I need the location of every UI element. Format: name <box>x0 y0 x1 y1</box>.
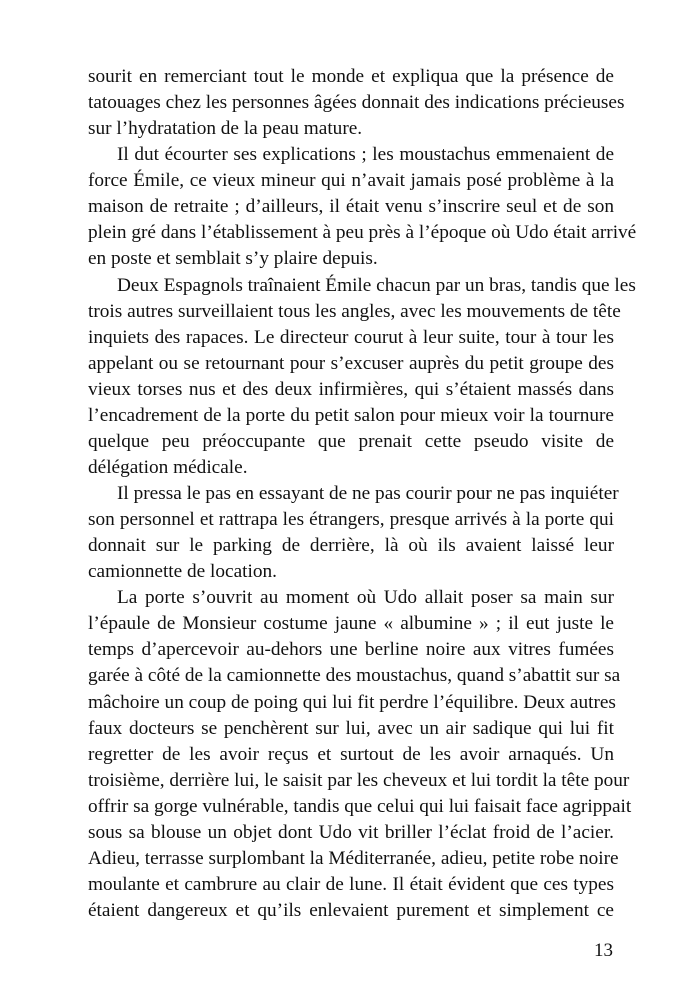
text-line: Deux Espagnols traînaient Émile chacun par un bras, tandis que les <box>117 274 636 296</box>
text-line: en poste et semblait s’y plaire depuis. <box>88 248 378 270</box>
text-line: l’encadrement de la porte du petit salon pour mieux voir la tournure <box>88 404 614 426</box>
paragraph <box>88 273 636 482</box>
text-line: plein gré dans l’établissement à peu près à l’époque où Udo était arrivé <box>88 222 637 244</box>
text-line: Il pressa le pas en essayant de ne pas courir pour ne pas inquiéter <box>117 483 619 504</box>
text-line: moulante et cambrure au clair de lune. Il était évident que ces types <box>88 873 614 895</box>
paragraph <box>88 64 625 142</box>
text-line: Il dut écourter ses explications ; les moustachus emmenaient de <box>117 144 614 166</box>
text-line: garée à côté de la camionnette des moustachus, quand s’abattit sur sa <box>88 665 621 687</box>
text-line: sourit en remerciant tout le monde et expliqua que la présence de <box>88 66 614 87</box>
text-line: donnait sur le parking de derrière, là où ils avaient laissé leur <box>88 535 614 557</box>
text-line: trois autres surveillaient tous les angles, avec les mouvements de tête <box>88 300 621 322</box>
text-line: temps d’apercevoir au-dehors une berline noire aux vitres fumées <box>88 639 614 661</box>
text-line: La porte s’ouvrit au moment où Udo allait poser sa main sur <box>117 587 614 609</box>
text-line: Adieu, terrasse surplombant la Méditerranée, adieu, petite robe noire <box>88 847 619 869</box>
text-line: maison de retraite ; d’ailleurs, il était venu s’inscrire seul et de son <box>88 196 614 218</box>
text-line: sur l’hydratation de la peau mature. <box>88 118 363 140</box>
paragraph <box>88 585 632 924</box>
text-line: délégation médicale. <box>88 456 248 478</box>
text-line: sous sa blouse un objet dont Udo vit briller l’éclat froid de l’acier. <box>88 821 614 843</box>
text-line: tatouages chez les personnes âgées donnait des indications précieuses <box>88 92 625 114</box>
text-line: inquiets des rapaces. Le directeur courut à leur suite, tour à tour les <box>88 326 614 348</box>
text-line: vieux torses nus et des deux infirmières, qui s’étaient massés dans <box>88 378 614 400</box>
text-line: faux docteurs se penchèrent sur lui, avec un air sadique qui lui fit <box>88 717 614 739</box>
text-line: regretter de les avoir reçus et surtout de les avoir arnaqués. Un <box>88 743 614 765</box>
text-line: offrir sa gorge vulnérable, tandis que celui qui lui faisait face agrippait <box>88 795 632 817</box>
text-line: mâchoire un coup de poing qui lui fit perdre l’équilibre. Deux autres <box>88 691 616 713</box>
text-line: quelque peu préoccupante que prenait cette pseudo visite de <box>88 430 614 452</box>
paragraph <box>88 142 637 272</box>
text-line: son personnel et rattrapa les étrangers, presque arrivés à la porte qui <box>88 509 614 531</box>
text-line: camionnette de location. <box>88 561 277 583</box>
text-line: étaient dangereux et qu’ils enlevaient purement et simplement ce <box>88 900 614 921</box>
text-line: l’épaule de Monsieur costume jaune « albumine » ; il eut juste le <box>88 613 614 635</box>
body-text <box>88 64 637 924</box>
paragraph <box>88 481 619 585</box>
text-line: troisième, derrière lui, le saisit par les cheveux et lui tordit la tête pour <box>88 769 630 791</box>
text-line: force Émile, ce vieux mineur qui n’avait jamais posé problème à la <box>88 170 614 192</box>
text-line: appelant ou se retournant pour s’excuser auprès du petit groupe des <box>88 352 614 374</box>
page-number: 13 <box>594 940 613 961</box>
